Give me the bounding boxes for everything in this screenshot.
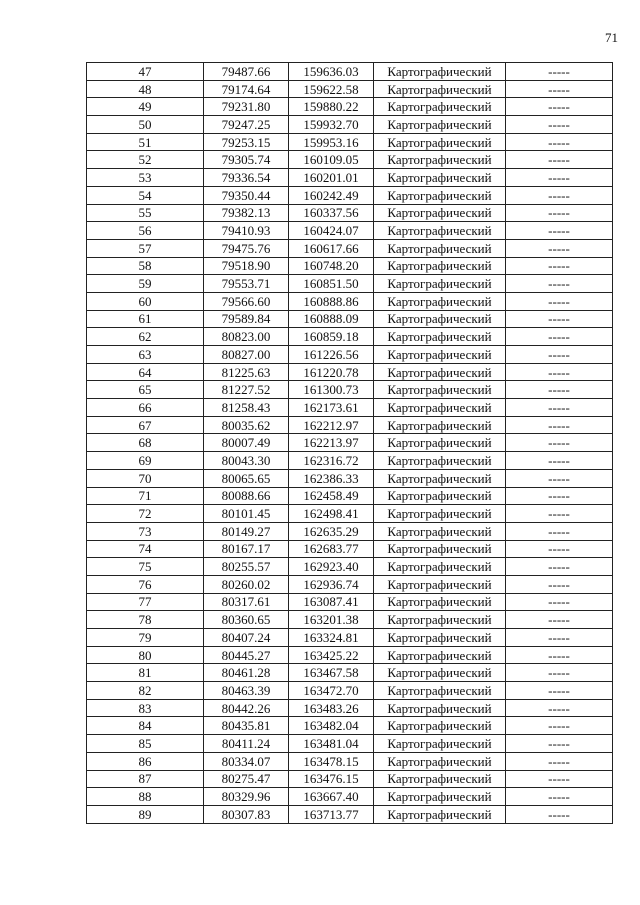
method-cell: Картографический [374,63,506,81]
table-row [87,735,613,753]
method-cell: Картографический [374,169,506,187]
error-cell: ----- [506,222,613,240]
point-number-cell: 58 [87,257,204,275]
error-cell: ----- [506,416,613,434]
error-cell: ----- [506,116,613,134]
table-row [87,275,613,293]
method-cell: Картографический [374,399,506,417]
y-coordinate-cell: 162386.33 [289,469,374,487]
x-coordinate-cell: 80007.49 [204,434,289,452]
x-coordinate-cell: 80307.83 [204,805,289,823]
error-cell: ----- [506,434,613,452]
method-cell: Картографический [374,735,506,753]
method-cell: Картографический [374,257,506,275]
error-cell: ----- [506,133,613,151]
point-number-cell: 55 [87,204,204,222]
method-cell: Картографический [374,805,506,823]
page-number: 71 [605,30,618,45]
x-coordinate-cell: 80329.96 [204,788,289,806]
y-coordinate-cell: 162498.41 [289,505,374,523]
point-number-cell: 47 [87,63,204,81]
y-coordinate-cell: 160851.50 [289,275,374,293]
x-coordinate-cell: 79231.80 [204,98,289,116]
point-number-cell: 52 [87,151,204,169]
x-coordinate-cell: 79410.93 [204,222,289,240]
error-cell: ----- [506,629,613,647]
table-row [87,169,613,187]
method-cell: Картографический [374,239,506,257]
x-coordinate-cell: 80411.24 [204,735,289,753]
x-coordinate-cell: 79305.74 [204,151,289,169]
point-number-cell: 86 [87,752,204,770]
table-row [87,788,613,806]
point-number-cell: 83 [87,699,204,717]
table-row [87,487,613,505]
error-cell: ----- [506,505,613,523]
table-row [87,699,613,717]
coordinates-table-body [87,63,613,824]
method-cell: Картографический [374,770,506,788]
x-coordinate-cell: 80442.26 [204,699,289,717]
method-cell: Картографический [374,469,506,487]
point-number-cell: 67 [87,416,204,434]
error-cell: ----- [506,151,613,169]
x-coordinate-cell: 81225.63 [204,363,289,381]
y-coordinate-cell: 160748.20 [289,257,374,275]
method-cell: Картографический [374,328,506,346]
table-row [87,116,613,134]
error-cell: ----- [506,487,613,505]
method-cell: Картографический [374,558,506,576]
table-row [87,575,613,593]
method-cell: Картографический [374,204,506,222]
x-coordinate-cell: 79382.13 [204,204,289,222]
point-number-cell: 72 [87,505,204,523]
x-coordinate-cell: 81227.52 [204,381,289,399]
method-cell: Картографический [374,434,506,452]
error-cell: ----- [506,611,613,629]
error-cell: ----- [506,204,613,222]
x-coordinate-cell: 80149.27 [204,522,289,540]
error-cell: ----- [506,770,613,788]
y-coordinate-cell: 162635.29 [289,522,374,540]
error-cell: ----- [506,593,613,611]
method-cell: Картографический [374,788,506,806]
y-coordinate-cell: 160109.05 [289,151,374,169]
point-number-cell: 87 [87,770,204,788]
x-coordinate-cell: 80260.02 [204,575,289,593]
table-row [87,611,613,629]
point-number-cell: 73 [87,522,204,540]
table-row [87,434,613,452]
point-number-cell: 57 [87,239,204,257]
error-cell: ----- [506,169,613,187]
table-row [87,151,613,169]
y-coordinate-cell: 160617.66 [289,239,374,257]
x-coordinate-cell: 80317.61 [204,593,289,611]
y-coordinate-cell: 162173.61 [289,399,374,417]
method-cell: Картографический [374,133,506,151]
y-coordinate-cell: 159622.58 [289,80,374,98]
point-number-cell: 79 [87,629,204,647]
y-coordinate-cell: 163483.26 [289,699,374,717]
y-coordinate-cell: 163667.40 [289,788,374,806]
point-number-cell: 60 [87,292,204,310]
method-cell: Картографический [374,611,506,629]
x-coordinate-cell: 79553.71 [204,275,289,293]
y-coordinate-cell: 163324.81 [289,629,374,647]
method-cell: Картографический [374,575,506,593]
table-row [87,805,613,823]
error-cell: ----- [506,717,613,735]
y-coordinate-cell: 160888.09 [289,310,374,328]
method-cell: Картографический [374,381,506,399]
table-row [87,292,613,310]
point-number-cell: 75 [87,558,204,576]
method-cell: Картографический [374,363,506,381]
point-number-cell: 51 [87,133,204,151]
table-row [87,98,613,116]
error-cell: ----- [506,540,613,558]
point-number-cell: 70 [87,469,204,487]
point-number-cell: 82 [87,682,204,700]
y-coordinate-cell: 159636.03 [289,63,374,81]
point-number-cell: 62 [87,328,204,346]
y-coordinate-cell: 162212.97 [289,416,374,434]
table-row [87,80,613,98]
point-number-cell: 88 [87,788,204,806]
y-coordinate-cell: 162683.77 [289,540,374,558]
y-coordinate-cell: 162936.74 [289,575,374,593]
y-coordinate-cell: 161300.73 [289,381,374,399]
error-cell: ----- [506,346,613,364]
x-coordinate-cell: 80823.00 [204,328,289,346]
table-row [87,186,613,204]
error-cell: ----- [506,63,613,81]
y-coordinate-cell: 160201.01 [289,169,374,187]
x-coordinate-cell: 80275.47 [204,770,289,788]
table-row [87,399,613,417]
table-row [87,63,613,81]
point-number-cell: 74 [87,540,204,558]
method-cell: Картографический [374,416,506,434]
error-cell: ----- [506,575,613,593]
method-cell: Картографический [374,717,506,735]
y-coordinate-cell: 163476.15 [289,770,374,788]
error-cell: ----- [506,664,613,682]
error-cell: ----- [506,381,613,399]
y-coordinate-cell: 159880.22 [289,98,374,116]
error-cell: ----- [506,328,613,346]
x-coordinate-cell: 81258.43 [204,399,289,417]
x-coordinate-cell: 79247.25 [204,116,289,134]
method-cell: Картографический [374,505,506,523]
y-coordinate-cell: 163713.77 [289,805,374,823]
table-row [87,328,613,346]
table-row [87,752,613,770]
y-coordinate-cell: 162316.72 [289,452,374,470]
table-row [87,717,613,735]
x-coordinate-cell: 80435.81 [204,717,289,735]
y-coordinate-cell: 160242.49 [289,186,374,204]
x-coordinate-cell: 80043.30 [204,452,289,470]
y-coordinate-cell: 163425.22 [289,646,374,664]
method-cell: Картографический [374,752,506,770]
y-coordinate-cell: 163481.04 [289,735,374,753]
x-coordinate-cell: 79487.66 [204,63,289,81]
point-number-cell: 61 [87,310,204,328]
error-cell: ----- [506,805,613,823]
point-number-cell: 85 [87,735,204,753]
x-coordinate-cell: 79174.64 [204,80,289,98]
point-number-cell: 68 [87,434,204,452]
table-row [87,204,613,222]
y-coordinate-cell: 163478.15 [289,752,374,770]
error-cell: ----- [506,363,613,381]
error-cell: ----- [506,646,613,664]
method-cell: Картографический [374,275,506,293]
x-coordinate-cell: 80827.00 [204,346,289,364]
table-row [87,239,613,257]
table-row [87,522,613,540]
error-cell: ----- [506,80,613,98]
x-coordinate-cell: 80088.66 [204,487,289,505]
method-cell: Картографический [374,593,506,611]
method-cell: Картографический [374,452,506,470]
point-number-cell: 66 [87,399,204,417]
point-number-cell: 59 [87,275,204,293]
y-coordinate-cell: 163201.38 [289,611,374,629]
table-row [87,363,613,381]
x-coordinate-cell: 79350.44 [204,186,289,204]
method-cell: Картографический [374,98,506,116]
y-coordinate-cell: 160424.07 [289,222,374,240]
point-number-cell: 80 [87,646,204,664]
x-coordinate-cell: 80101.45 [204,505,289,523]
y-coordinate-cell: 160859.18 [289,328,374,346]
error-cell: ----- [506,292,613,310]
x-coordinate-cell: 80360.65 [204,611,289,629]
y-coordinate-cell: 162213.97 [289,434,374,452]
point-number-cell: 54 [87,186,204,204]
table-row [87,540,613,558]
method-cell: Картографический [374,699,506,717]
y-coordinate-cell: 159932.70 [289,116,374,134]
error-cell: ----- [506,699,613,717]
point-number-cell: 71 [87,487,204,505]
y-coordinate-cell: 160888.86 [289,292,374,310]
table-row [87,593,613,611]
method-cell: Картографический [374,346,506,364]
error-cell: ----- [506,275,613,293]
method-cell: Картографический [374,646,506,664]
error-cell: ----- [506,752,613,770]
y-coordinate-cell: 159953.16 [289,133,374,151]
y-coordinate-cell: 161220.78 [289,363,374,381]
x-coordinate-cell: 79589.84 [204,310,289,328]
table-row [87,629,613,647]
y-coordinate-cell: 162923.40 [289,558,374,576]
table-row [87,770,613,788]
y-coordinate-cell: 163472.70 [289,682,374,700]
error-cell: ----- [506,788,613,806]
table-row [87,381,613,399]
point-number-cell: 50 [87,116,204,134]
point-number-cell: 49 [87,98,204,116]
point-number-cell: 78 [87,611,204,629]
point-number-cell: 56 [87,222,204,240]
method-cell: Картографический [374,540,506,558]
x-coordinate-cell: 80334.07 [204,752,289,770]
table-row [87,133,613,151]
error-cell: ----- [506,469,613,487]
method-cell: Картографический [374,222,506,240]
point-number-cell: 76 [87,575,204,593]
table-row [87,558,613,576]
table-row [87,664,613,682]
table-row [87,310,613,328]
point-number-cell: 69 [87,452,204,470]
error-cell: ----- [506,682,613,700]
y-coordinate-cell: 163482.04 [289,717,374,735]
point-number-cell: 65 [87,381,204,399]
point-number-cell: 63 [87,346,204,364]
method-cell: Картографический [374,80,506,98]
x-coordinate-cell: 79253.15 [204,133,289,151]
point-number-cell: 48 [87,80,204,98]
point-number-cell: 64 [87,363,204,381]
table-row [87,682,613,700]
table-row [87,222,613,240]
x-coordinate-cell: 80461.28 [204,664,289,682]
x-coordinate-cell: 79336.54 [204,169,289,187]
y-coordinate-cell: 163087.41 [289,593,374,611]
x-coordinate-cell: 80463.39 [204,682,289,700]
x-coordinate-cell: 80167.17 [204,540,289,558]
method-cell: Картографический [374,664,506,682]
method-cell: Картографический [374,682,506,700]
point-number-cell: 53 [87,169,204,187]
error-cell: ----- [506,452,613,470]
error-cell: ----- [506,558,613,576]
table-row [87,505,613,523]
table-row [87,646,613,664]
table-row [87,452,613,470]
point-number-cell: 77 [87,593,204,611]
x-coordinate-cell: 79518.90 [204,257,289,275]
x-coordinate-cell: 80445.27 [204,646,289,664]
x-coordinate-cell: 80255.57 [204,558,289,576]
method-cell: Картографический [374,292,506,310]
table-row [87,416,613,434]
y-coordinate-cell: 161226.56 [289,346,374,364]
error-cell: ----- [506,310,613,328]
x-coordinate-cell: 80035.62 [204,416,289,434]
x-coordinate-cell: 80065.65 [204,469,289,487]
point-number-cell: 89 [87,805,204,823]
x-coordinate-cell: 79566.60 [204,292,289,310]
table-row [87,257,613,275]
table-row [87,469,613,487]
x-coordinate-cell: 80407.24 [204,629,289,647]
method-cell: Картографический [374,151,506,169]
y-coordinate-cell: 160337.56 [289,204,374,222]
y-coordinate-cell: 163467.58 [289,664,374,682]
error-cell: ----- [506,186,613,204]
coordinates-table [86,62,613,824]
error-cell: ----- [506,98,613,116]
x-coordinate-cell: 79475.76 [204,239,289,257]
table-row [87,346,613,364]
method-cell: Картографический [374,310,506,328]
error-cell: ----- [506,399,613,417]
error-cell: ----- [506,735,613,753]
error-cell: ----- [506,257,613,275]
method-cell: Картографический [374,116,506,134]
y-coordinate-cell: 162458.49 [289,487,374,505]
point-number-cell: 81 [87,664,204,682]
method-cell: Картографический [374,487,506,505]
point-number-cell: 84 [87,717,204,735]
method-cell: Картографический [374,629,506,647]
method-cell: Картографический [374,186,506,204]
method-cell: Картографический [374,522,506,540]
error-cell: ----- [506,239,613,257]
error-cell: ----- [506,522,613,540]
